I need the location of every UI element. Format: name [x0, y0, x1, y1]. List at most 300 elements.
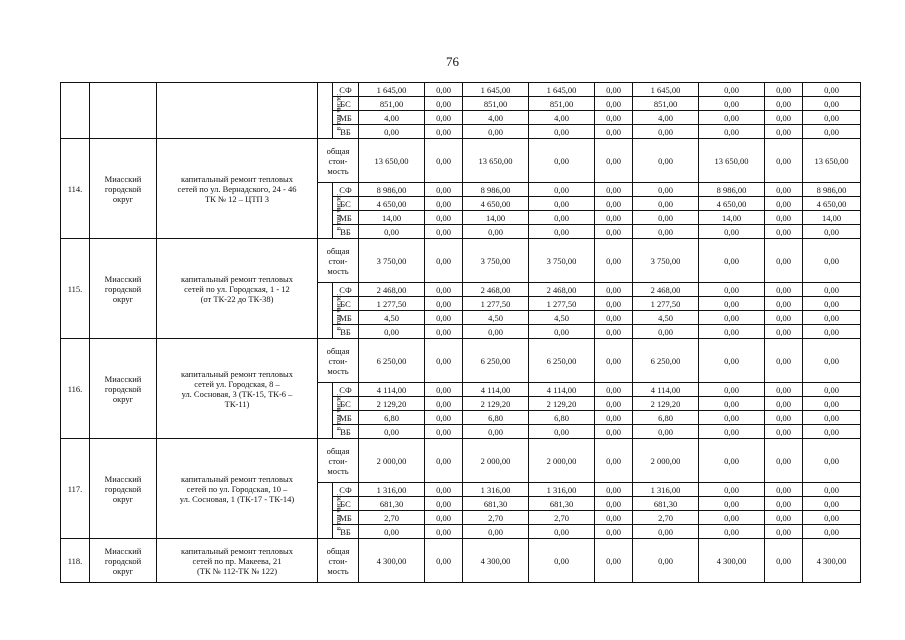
amount-cell: 0,00 [633, 225, 699, 239]
amount-cell: 0,00 [595, 197, 633, 211]
municipality-line: округ [112, 493, 134, 504]
total-label-line: общая [326, 245, 350, 256]
municipality-line: Миасский [104, 173, 142, 184]
amount-cell: 4 114,00 [463, 383, 529, 397]
amount-cell: 6,80 [463, 411, 529, 425]
row-number: 118. [61, 539, 90, 583]
object-description [157, 239, 318, 339]
amount-cell: 0,00 [803, 111, 861, 125]
amount-cell: 4,00 [463, 111, 529, 125]
funding-source: БС [333, 297, 359, 311]
amount-cell: 0,00 [765, 125, 803, 139]
funding-source: ВБ [333, 125, 359, 139]
total-amount-cell: 4 300,00 [699, 539, 765, 583]
amount-cell: 851,00 [529, 97, 595, 111]
amount-cell: 0,00 [595, 97, 633, 111]
amount-cell: 0,00 [803, 297, 861, 311]
sub-row [61, 83, 861, 97]
amount-cell: 0,00 [765, 325, 803, 339]
amount-cell: 2 129,20 [529, 397, 595, 411]
total-amount-cell: 0,00 [529, 539, 595, 583]
amount-cell: 0,00 [595, 211, 633, 225]
funding-source: БС [333, 197, 359, 211]
total-amount-cell: 3 750,00 [633, 239, 699, 283]
amount-cell: 851,00 [359, 97, 425, 111]
amount-cell: 0,00 [699, 83, 765, 97]
project-total-row [61, 239, 861, 283]
amount-cell: 4,50 [529, 311, 595, 325]
amount-cell: 0,00 [425, 525, 463, 539]
amount-cell: 0,00 [425, 411, 463, 425]
amount-cell: 1 277,50 [359, 297, 425, 311]
amount-cell: 4,00 [633, 111, 699, 125]
total-amount-cell: 0,00 [595, 439, 633, 483]
total-cost-label [318, 539, 359, 583]
total-label-line: общая [326, 445, 350, 456]
funding-source: СФ [333, 183, 359, 197]
amount-cell: 0,00 [359, 325, 425, 339]
amount-cell: 4 114,00 [529, 383, 595, 397]
funding-source: МБ [333, 211, 359, 225]
amount-cell: 0,00 [595, 525, 633, 539]
including-label [318, 83, 343, 139]
total-amount-cell: 0,00 [595, 539, 633, 583]
object-line: капитальный ремонт тепловых [180, 368, 294, 379]
amount-cell: 0,00 [359, 225, 425, 239]
amount-cell: 4,00 [359, 111, 425, 125]
total-amount-cell: 6 250,00 [529, 339, 595, 383]
object-line: сетей по ул. Вернадского, 24 - 46 [177, 183, 297, 194]
total-amount-cell: 13 650,00 [699, 139, 765, 183]
amount-cell: 0,00 [699, 397, 765, 411]
funding-source: ВБ [333, 425, 359, 439]
amount-cell: 0,00 [595, 183, 633, 197]
amount-cell: 0,00 [765, 425, 803, 439]
municipality-line: округ [112, 293, 134, 304]
amount-cell: 0,00 [765, 197, 803, 211]
total-amount-cell: 0,00 [803, 439, 861, 483]
total-label-line: общая [326, 545, 350, 556]
municipality-line: городской [104, 555, 142, 566]
total-amount-cell: 0,00 [425, 339, 463, 383]
total-amount-cell: 13 650,00 [803, 139, 861, 183]
table-body [61, 83, 861, 583]
project-total-row [61, 439, 861, 483]
amount-cell: 0,00 [765, 311, 803, 325]
amount-cell: 6,80 [633, 411, 699, 425]
total-amount-cell: 0,00 [765, 239, 803, 283]
amount-cell: 2 129,20 [463, 397, 529, 411]
municipality-line: Миасский [104, 545, 142, 556]
including-label-text: в том числе: [334, 293, 343, 330]
funding-source: МБ [333, 411, 359, 425]
amount-cell: 0,00 [765, 497, 803, 511]
amount-cell: 1 645,00 [633, 83, 699, 97]
funding-source: СФ [333, 283, 359, 297]
municipality-line: городской [104, 483, 142, 494]
amount-cell: 0,00 [529, 425, 595, 439]
amount-cell: 2,70 [359, 511, 425, 525]
amount-cell: 0,00 [765, 211, 803, 225]
amount-cell: 1 316,00 [463, 483, 529, 497]
object-line: капитальный ремонт тепловых [180, 473, 294, 484]
amount-cell: 0,00 [699, 125, 765, 139]
amount-cell: 2 468,00 [633, 283, 699, 297]
amount-cell: 0,00 [595, 383, 633, 397]
including-label-text: в том числе: [334, 493, 343, 530]
amount-cell: 0,00 [633, 211, 699, 225]
amount-cell: 14,00 [699, 211, 765, 225]
amount-cell: 1 316,00 [359, 483, 425, 497]
total-amount-cell: 3 750,00 [529, 239, 595, 283]
municipality-cell [90, 439, 157, 539]
total-label-line: стои- [328, 255, 348, 266]
total-amount-cell: 2 000,00 [359, 439, 425, 483]
amount-cell: 0,00 [529, 197, 595, 211]
total-amount-cell: 0,00 [595, 339, 633, 383]
amount-cell: 681,30 [463, 497, 529, 511]
amount-cell: 0,00 [765, 297, 803, 311]
amount-cell: 0,00 [765, 397, 803, 411]
amount-cell: 0,00 [425, 211, 463, 225]
total-amount-cell: 13 650,00 [359, 139, 425, 183]
amount-cell: 2 129,20 [359, 397, 425, 411]
municipality-line: городской [104, 183, 142, 194]
amount-cell: 0,00 [359, 425, 425, 439]
amount-cell: 0,00 [699, 297, 765, 311]
amount-cell: 0,00 [765, 225, 803, 239]
municipality-cell [90, 239, 157, 339]
total-amount-cell: 0,00 [765, 539, 803, 583]
amount-cell: 0,00 [803, 97, 861, 111]
total-amount-cell: 0,00 [425, 439, 463, 483]
budget-table [60, 82, 861, 583]
amount-cell: 0,00 [463, 225, 529, 239]
amount-cell: 1 277,50 [633, 297, 699, 311]
total-amount-cell: 2 000,00 [463, 439, 529, 483]
funding-source: ВБ [333, 225, 359, 239]
amount-cell: 0,00 [765, 483, 803, 497]
total-amount-cell: 0,00 [765, 339, 803, 383]
total-cost-label [318, 339, 359, 383]
amount-cell: 0,00 [765, 383, 803, 397]
amount-cell: 4,50 [359, 311, 425, 325]
amount-cell: 0,00 [633, 425, 699, 439]
amount-cell: 0,00 [803, 525, 861, 539]
amount-cell: 0,00 [425, 97, 463, 111]
object-line: ул. Сосновая, 3 (ТК-15, ТК-6 – [181, 388, 293, 399]
amount-cell: 0,00 [633, 525, 699, 539]
amount-cell: 0,00 [699, 411, 765, 425]
amount-cell: 0,00 [425, 311, 463, 325]
municipality-cell [90, 139, 157, 239]
amount-cell: 0,00 [425, 383, 463, 397]
amount-cell: 0,00 [595, 297, 633, 311]
amount-cell: 0,00 [463, 125, 529, 139]
amount-cell: 0,00 [595, 125, 633, 139]
amount-cell: 4 650,00 [803, 197, 861, 211]
amount-cell: 0,00 [463, 525, 529, 539]
amount-cell: 0,00 [425, 297, 463, 311]
amount-cell: 0,00 [699, 525, 765, 539]
object-line: (ТК № 112-ТК № 122) [196, 565, 278, 576]
amount-cell: 0,00 [699, 325, 765, 339]
row-number: 114. [61, 139, 90, 239]
amount-cell: 0,00 [595, 397, 633, 411]
amount-cell: 4 650,00 [463, 197, 529, 211]
amount-cell: 1 277,50 [529, 297, 595, 311]
object-line: сетей по ул. Городская, 1 - 12 [184, 283, 290, 294]
total-amount-cell: 4 300,00 [359, 539, 425, 583]
amount-cell: 851,00 [633, 97, 699, 111]
amount-cell: 0,00 [803, 511, 861, 525]
amount-cell: 0,00 [529, 225, 595, 239]
municipality-cell [90, 339, 157, 439]
total-amount-cell: 0,00 [529, 139, 595, 183]
funding-source: МБ [333, 311, 359, 325]
amount-cell: 0,00 [765, 97, 803, 111]
total-amount-cell: 0,00 [803, 239, 861, 283]
total-amount-cell: 0,00 [595, 239, 633, 283]
amount-cell: 0,00 [463, 325, 529, 339]
amount-cell: 0,00 [803, 383, 861, 397]
total-label-line: стои- [328, 155, 348, 166]
municipality-line: округ [112, 193, 134, 204]
funding-source: БС [333, 97, 359, 111]
total-label-line: общая [326, 345, 350, 356]
funding-source: МБ [333, 111, 359, 125]
amount-cell: 0,00 [425, 111, 463, 125]
total-cost-label [318, 439, 359, 483]
amount-cell: 2 468,00 [359, 283, 425, 297]
total-amount-cell: 13 650,00 [463, 139, 529, 183]
amount-cell: 0,00 [765, 411, 803, 425]
amount-cell: 0,00 [595, 225, 633, 239]
total-amount-cell: 6 250,00 [359, 339, 425, 383]
amount-cell: 0,00 [633, 183, 699, 197]
amount-cell: 0,00 [595, 425, 633, 439]
amount-cell: 8 986,00 [359, 183, 425, 197]
total-cost-label [318, 239, 359, 283]
amount-cell: 0,00 [529, 125, 595, 139]
total-amount-cell: 2 000,00 [633, 439, 699, 483]
object-line: сетей по пр. Макеева, 21 [192, 555, 282, 566]
amount-cell: 0,00 [803, 311, 861, 325]
amount-cell: 1 316,00 [529, 483, 595, 497]
including-label [318, 383, 343, 439]
amount-cell: 1 277,50 [463, 297, 529, 311]
amount-cell: 0,00 [529, 183, 595, 197]
amount-cell: 0,00 [765, 511, 803, 525]
amount-cell: 4 114,00 [359, 383, 425, 397]
amount-cell: 0,00 [765, 183, 803, 197]
amount-cell: 681,30 [633, 497, 699, 511]
including-label [318, 183, 343, 239]
amount-cell: 1 645,00 [529, 83, 595, 97]
amount-cell: 681,30 [529, 497, 595, 511]
object-line: ТК-11) [224, 398, 250, 409]
project-total-row [61, 139, 861, 183]
total-amount-cell: 0,00 [633, 139, 699, 183]
amount-cell: 0,00 [765, 525, 803, 539]
amount-cell: 0,00 [699, 497, 765, 511]
amount-cell: 0,00 [803, 425, 861, 439]
row-number: 116. [61, 339, 90, 439]
funding-source: БС [333, 397, 359, 411]
amount-cell: 0,00 [803, 283, 861, 297]
amount-cell: 0,00 [765, 83, 803, 97]
including-label [318, 483, 343, 539]
amount-cell: 2 468,00 [529, 283, 595, 297]
amount-cell: 0,00 [803, 497, 861, 511]
object-description [157, 139, 318, 239]
amount-cell: 4,50 [463, 311, 529, 325]
page-number: 76 [446, 54, 459, 69]
amount-cell: 1 645,00 [463, 83, 529, 97]
amount-cell: 0,00 [699, 483, 765, 497]
amount-cell: 8 986,00 [699, 183, 765, 197]
municipality-line: Миасский [104, 273, 142, 284]
funding-source: СФ [333, 383, 359, 397]
amount-cell: 0,00 [699, 311, 765, 325]
total-amount-cell: 0,00 [765, 139, 803, 183]
total-amount-cell: 4 300,00 [463, 539, 529, 583]
amount-cell: 0,00 [765, 283, 803, 297]
funding-source: СФ [333, 483, 359, 497]
amount-cell: 0,00 [425, 283, 463, 297]
amount-cell: 4,00 [529, 111, 595, 125]
total-amount-cell: 6 250,00 [463, 339, 529, 383]
amount-cell: 2 129,20 [633, 397, 699, 411]
amount-cell: 0,00 [425, 183, 463, 197]
amount-cell: 0,00 [803, 397, 861, 411]
municipality-cell [90, 539, 157, 583]
total-label-line: мость [327, 565, 349, 576]
object-description [157, 339, 318, 439]
municipality-line: городской [104, 283, 142, 294]
including-label-text: в том числе: [334, 93, 343, 130]
funding-source: СФ [333, 83, 359, 97]
amount-cell: 0,00 [765, 111, 803, 125]
municipality-line: округ [112, 393, 134, 404]
amount-cell: 8 986,00 [803, 183, 861, 197]
amount-cell: 0,00 [803, 483, 861, 497]
amount-cell: 0,00 [425, 511, 463, 525]
amount-cell: 0,00 [633, 325, 699, 339]
municipality-line: округ [112, 565, 134, 576]
amount-cell: 4,50 [633, 311, 699, 325]
municipality-line: Миасский [104, 373, 142, 384]
total-label-line: мость [327, 465, 349, 476]
total-amount-cell: 0,00 [425, 239, 463, 283]
municipality-cell [90, 83, 157, 139]
amount-cell: 0,00 [425, 83, 463, 97]
amount-cell: 0,00 [595, 325, 633, 339]
object-description [157, 83, 318, 139]
amount-cell: 1 316,00 [633, 483, 699, 497]
total-amount-cell: 0,00 [699, 239, 765, 283]
amount-cell: 0,00 [595, 311, 633, 325]
amount-cell: 6,80 [359, 411, 425, 425]
amount-cell: 0,00 [425, 197, 463, 211]
amount-cell: 1 645,00 [359, 83, 425, 97]
amount-cell: 0,00 [425, 125, 463, 139]
amount-cell: 0,00 [425, 225, 463, 239]
amount-cell: 0,00 [699, 511, 765, 525]
amount-cell: 0,00 [699, 425, 765, 439]
amount-cell: 4 650,00 [699, 197, 765, 211]
amount-cell: 0,00 [633, 125, 699, 139]
amount-cell: 0,00 [803, 325, 861, 339]
total-amount-cell: 0,00 [633, 539, 699, 583]
amount-cell: 4 650,00 [359, 197, 425, 211]
total-amount-cell: 0,00 [803, 339, 861, 383]
amount-cell: 0,00 [425, 425, 463, 439]
project-total-row [61, 539, 861, 583]
project-total-row [61, 339, 861, 383]
total-amount-cell: 0,00 [595, 139, 633, 183]
amount-cell: 0,00 [529, 211, 595, 225]
amount-cell: 0,00 [359, 125, 425, 139]
amount-cell: 2,70 [463, 511, 529, 525]
amount-cell: 0,00 [699, 97, 765, 111]
total-label-line: общая [326, 145, 350, 156]
total-amount-cell: 6 250,00 [633, 339, 699, 383]
total-label-line: стои- [328, 355, 348, 366]
amount-cell: 0,00 [529, 525, 595, 539]
total-label-line: мость [327, 165, 349, 176]
total-amount-cell: 0,00 [699, 439, 765, 483]
including-label-text: в том числе: [334, 393, 343, 430]
total-label-line: мость [327, 365, 349, 376]
amount-cell: 6,80 [529, 411, 595, 425]
object-description [157, 539, 318, 583]
amount-cell: 2,70 [633, 511, 699, 525]
municipality-line: городской [104, 383, 142, 394]
amount-cell: 851,00 [463, 97, 529, 111]
amount-cell: 2 468,00 [463, 283, 529, 297]
including-label [318, 283, 343, 339]
amount-cell: 4 114,00 [633, 383, 699, 397]
funding-source: ВБ [333, 325, 359, 339]
amount-cell: 0,00 [425, 483, 463, 497]
amount-cell: 0,00 [359, 525, 425, 539]
amount-cell: 14,00 [359, 211, 425, 225]
object-line: ТК № 12 – ЦТП 3 [204, 193, 270, 204]
municipality-line: Миасский [104, 473, 142, 484]
amount-cell: 0,00 [425, 497, 463, 511]
amount-cell: 0,00 [803, 83, 861, 97]
amount-cell: 0,00 [463, 425, 529, 439]
total-label-line: стои- [328, 455, 348, 466]
amount-cell: 0,00 [595, 497, 633, 511]
total-amount-cell: 0,00 [425, 139, 463, 183]
funding-source: БС [333, 497, 359, 511]
amount-cell: 0,00 [803, 125, 861, 139]
total-amount-cell: 2 000,00 [529, 439, 595, 483]
amount-cell: 0,00 [803, 225, 861, 239]
amount-cell: 0,00 [595, 83, 633, 97]
object-line: сетей по ул. Городская, 10 – [186, 483, 288, 494]
object-line: капитальный ремонт тепловых [180, 273, 294, 284]
amount-cell: 0,00 [595, 111, 633, 125]
number-cell [61, 83, 90, 139]
row-number: 117. [61, 439, 90, 539]
funding-source: ВБ [333, 525, 359, 539]
amount-cell: 14,00 [463, 211, 529, 225]
amount-cell: 0,00 [529, 325, 595, 339]
amount-cell: 8 986,00 [463, 183, 529, 197]
